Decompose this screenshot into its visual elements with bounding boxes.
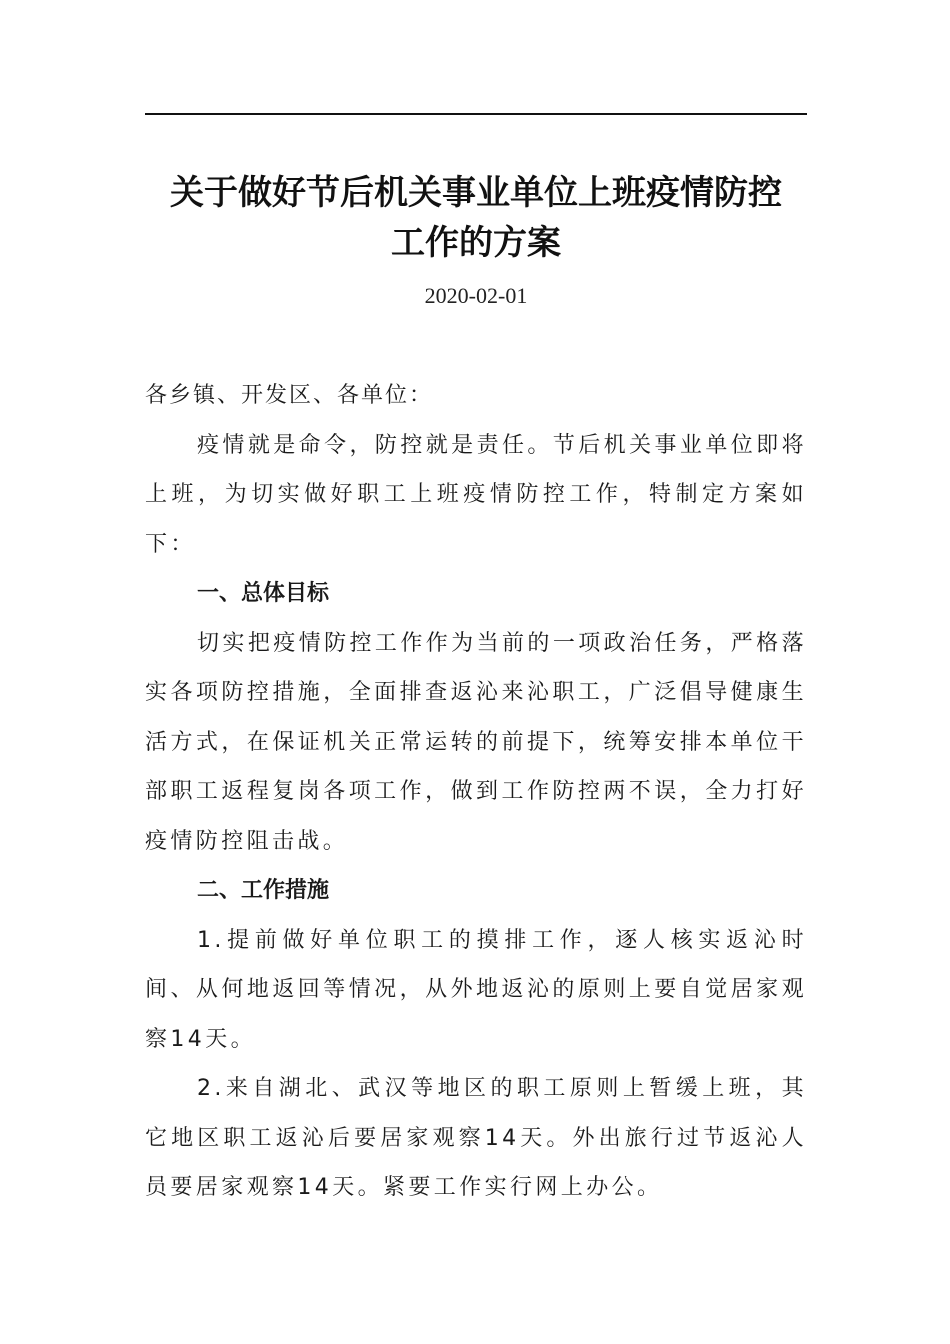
document-title bbox=[145, 168, 807, 268]
salutation: 各乡镇、开发区、各单位： bbox=[145, 383, 434, 408]
title-line-1: 关于做好节后机关事业单位上班疫情防控 bbox=[170, 173, 782, 213]
title-line-2: 工作的方案 bbox=[391, 223, 561, 263]
measure-item-2: 2.来自湖北、武汉等地区的职工原则上暂缓上班，其它地区职工返沁后要居家观察14天。外出旅行过节返沁人员要居家观察14天。紧要工作实行网上办公。 bbox=[145, 1076, 807, 1200]
document-date: 2020-02-01 bbox=[424, 283, 528, 308]
intro-paragraph: 疫情就是命令，防控就是责任。节后机关事业单位即将上班，为切实做好职工上班疫情防控工作，特制定方案如下： bbox=[145, 432, 807, 557]
goals-paragraph: 切实把疫情防控工作作为当前的一项政治任务，严格落实各项防控措施，全面排查返沁来沁职工，广泛倡导健康生活方式，在保证机关正常运转的前提下，统筹安排本单位干部职工返程复岗各项工作，做到工作防控两不误，全力打好疫情防控阻击战。 bbox=[145, 630, 807, 854]
section-heading-goals: 一、总体目标 bbox=[197, 581, 330, 606]
document-body bbox=[145, 371, 807, 1213]
section-heading-measures: 二、工作措施 bbox=[197, 878, 330, 903]
header-rule bbox=[145, 113, 807, 115]
measure-item-1: 1.提前做好单位职工的摸排工作，逐人核实返沁时间、从何地返回等情况，从外地返沁的原则上要自觉居家观察14天。 bbox=[145, 927, 807, 1052]
